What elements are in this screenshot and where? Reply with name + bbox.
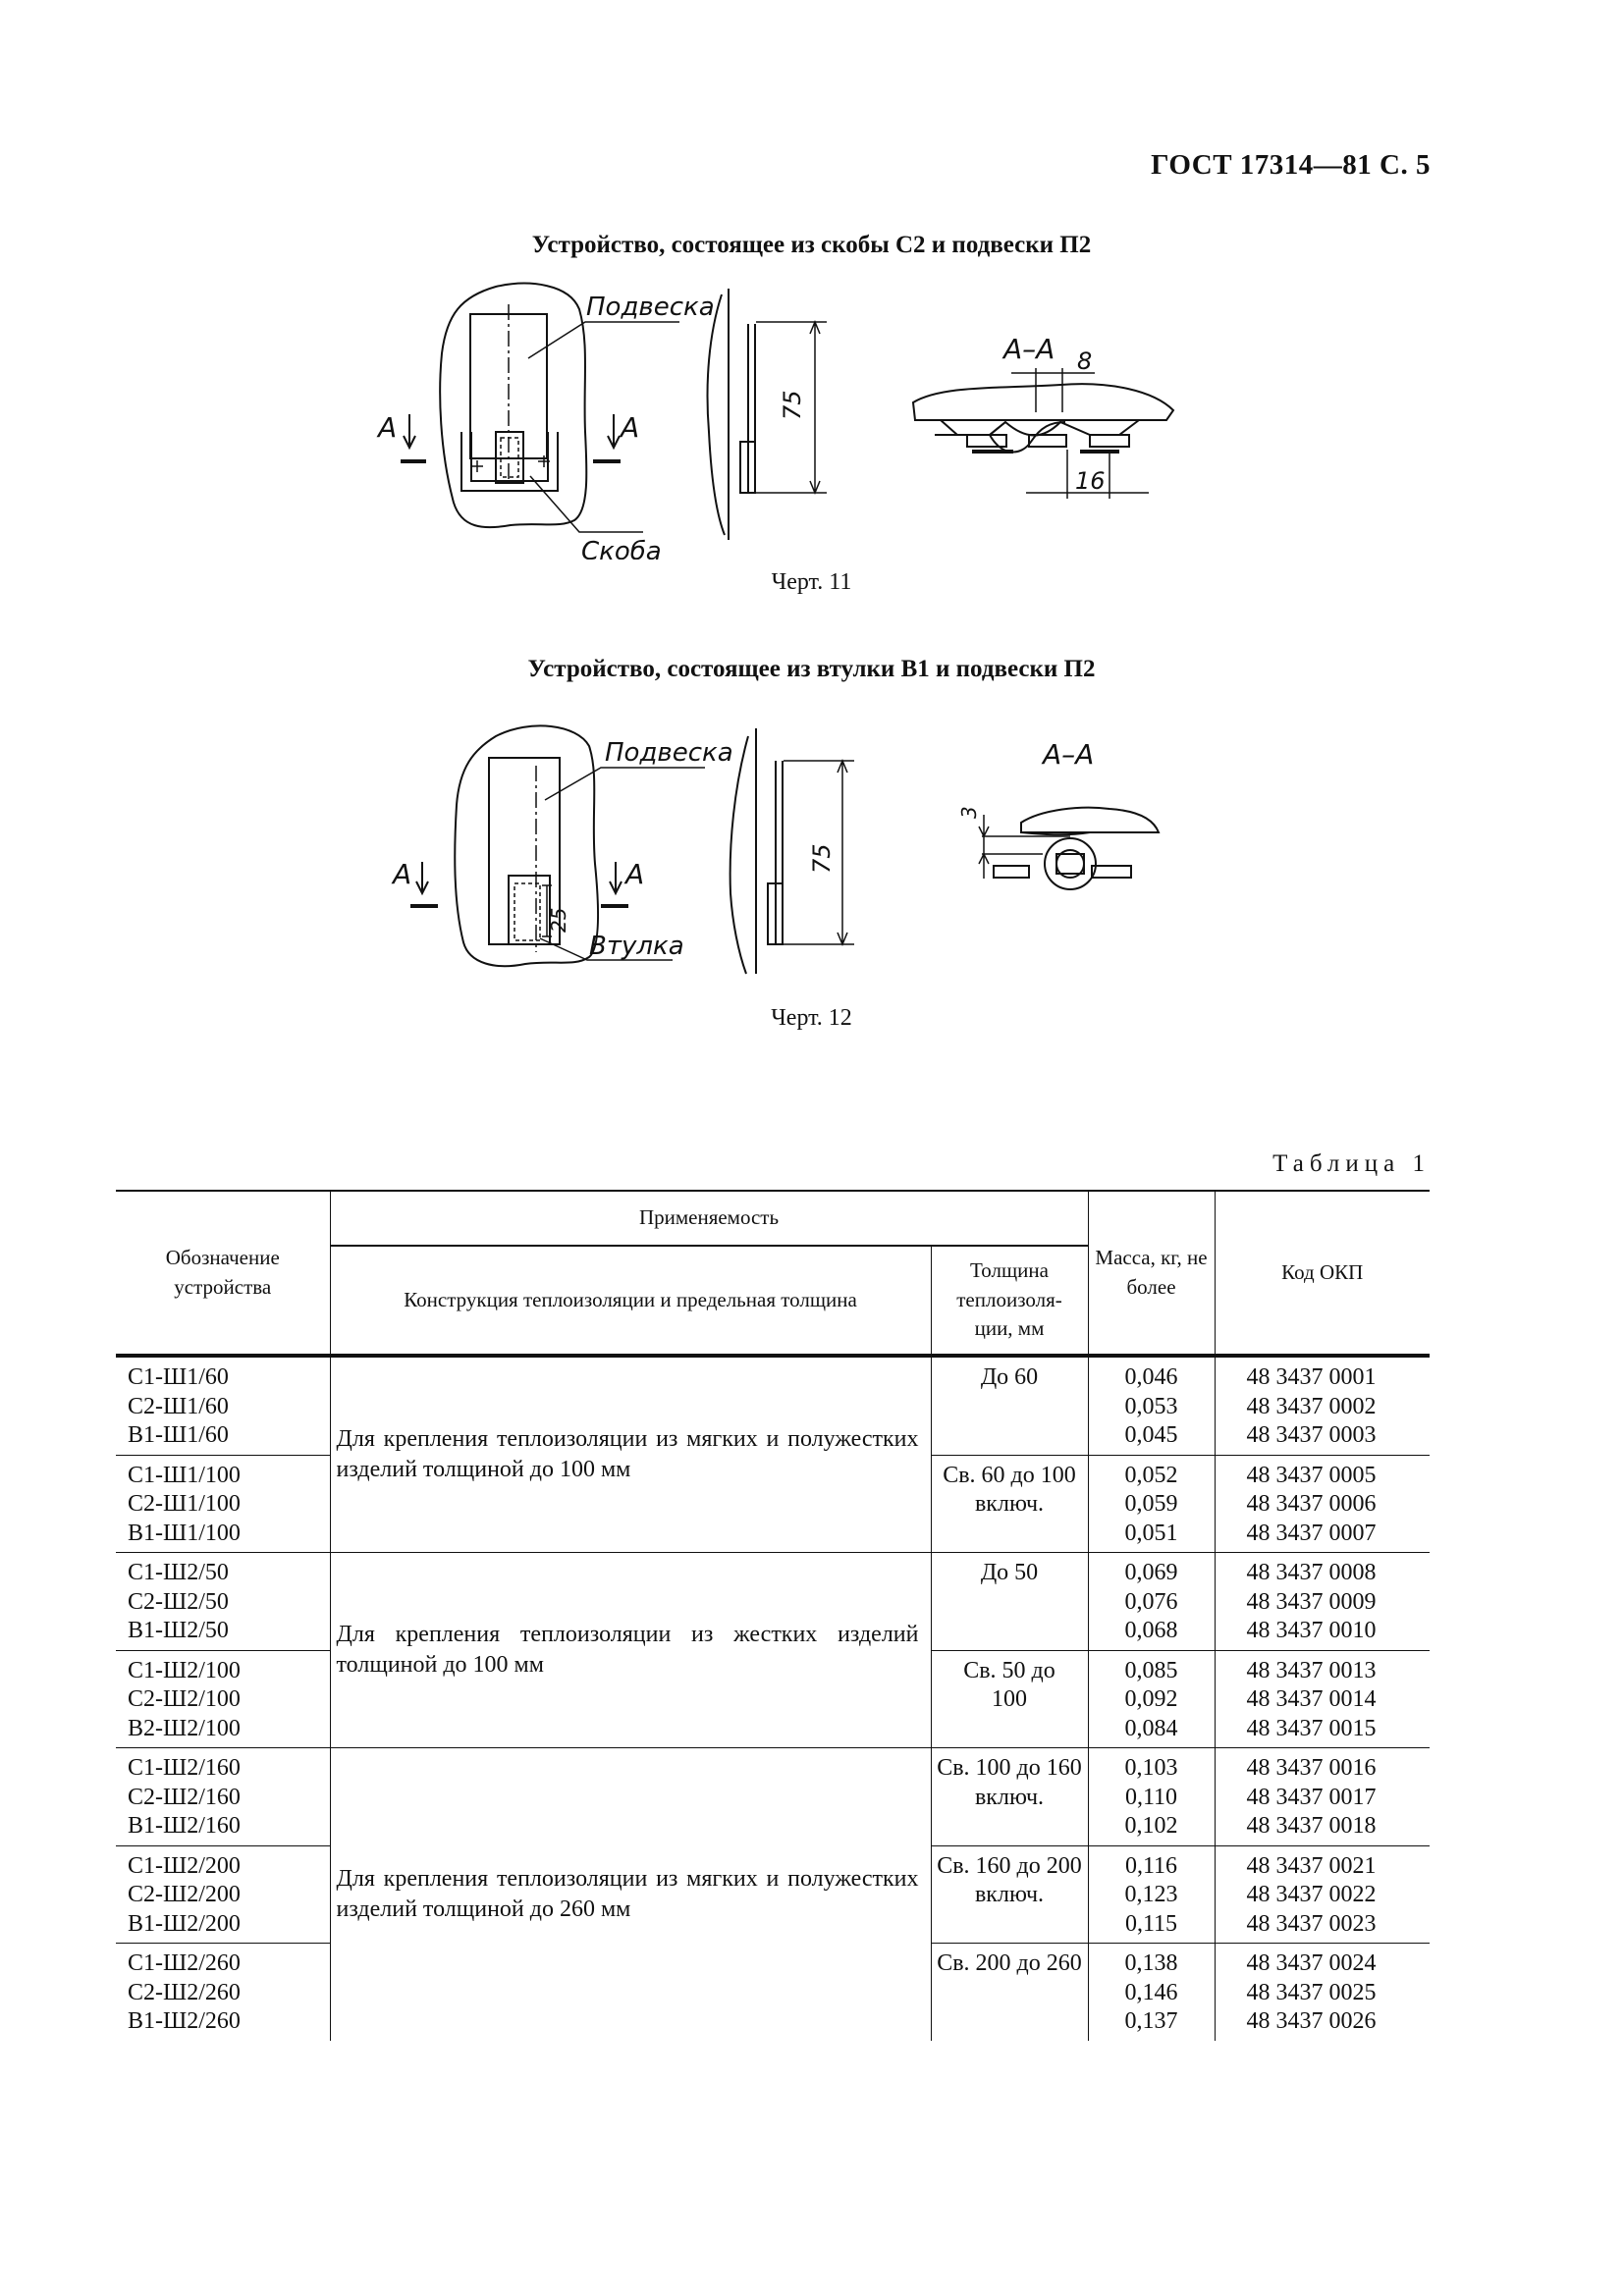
figure-11-drawing (0, 275, 1623, 560)
header-designation: Обозначение устройства (116, 1191, 330, 1356)
figure-12-caption: Черт. 12 (771, 1005, 852, 1031)
label-section: А–А (1003, 333, 1055, 365)
table-row: С1-Ш1/100 С2-Ш1/100 В1-Ш1/100 Св. 60 до 100 включ. 0,052 0,059 0,051 48 3437 0005 48 3437 0006 48 3437 0007 (116, 1455, 1430, 1553)
construction-cell: Для крепления теплоизоляции из мягких и полужестких изделий толщиной до 100 мм (330, 1356, 931, 1553)
label-dim-small: 25 (547, 907, 570, 933)
table-row: С1-Ш2/100 С2-Ш2/100 В2-Ш2/100 Св. 50 до 100 0,085 0,092 0,084 48 3437 0013 48 3437 0014 48 3437 0015 (116, 1650, 1430, 1748)
label-dim-gap: 3 (957, 806, 981, 819)
construction-cell: Для крепления теплоизоляции из жестких изделий толщиной до 100 мм (330, 1553, 931, 1748)
label-vtulka: Втулка (589, 932, 684, 961)
table-row: С1-Ш2/260 С2-Ш2/260 В1-Ш2/260 Св. 200 до 260 0,138 0,146 0,137 48 3437 0024 48 3437 0025 48 3437 0026 (116, 1944, 1430, 2041)
label-skoba: Скоба (581, 537, 662, 560)
label-dim-b: 16 (1075, 467, 1106, 495)
label-dim-height-2: 75 (808, 843, 836, 874)
header-applicability: Применяемость (330, 1191, 1088, 1246)
table-row: С1-Ш2/200 С2-Ш2/200 В1-Ш2/200 Св. 160 до 200 включ. 0,116 0,123 0,115 48 3437 0021 48 3437 0022 48 3437 0023 (116, 1845, 1430, 1944)
figure-11-caption: Черт. 11 (771, 569, 852, 595)
label-podveska: Подвеска (586, 293, 715, 322)
label-dim-height: 75 (779, 390, 806, 420)
label-podveska-2: Подвеска (605, 738, 733, 768)
label-section-right: А (621, 411, 640, 444)
table-label: Таблица 1 (1272, 1150, 1431, 1177)
figure-12-drawing (0, 707, 1623, 991)
label-section-left: А (378, 411, 398, 444)
header-thickness: Толщина теплоизоля-ции, мм (931, 1246, 1088, 1356)
label-section-left-2: А (393, 858, 412, 890)
label-section-2: А–А (1043, 738, 1095, 771)
figure-11-title: Устройство, состоящее из скобы С2 и подвески П2 (531, 232, 1092, 258)
page-header: ГОСТ 17314—81 С. 5 (1151, 149, 1431, 181)
construction-cell: Для крепления теплоизоляции из мягких и полужестких изделий толщиной до 260 мм (330, 1748, 931, 2041)
table-row: С1-Ш2/50 С2-Ш2/50 В1-Ш2/50 Для крепления теплоизоляции из жестких изделий толщиной до 100 мм До 50 0,069 0,076 0,068 48 3437 0008 48 3437 0009 48 3437 0010 (116, 1553, 1430, 1651)
figure-12-title: Устройство, состоящее из втулки В1 и подвески П2 (527, 656, 1096, 682)
table-row: С1-Ш2/160 С2-Ш2/160 В1-Ш2/160 Для крепления теплоизоляции из мягких и полужестких изделий толщиной до 260 мм Св. 100 до 160 включ. 0,103 0,110 0,102 48 3437 0016 48 3437 0017 48 3437 0018 (116, 1748, 1430, 1846)
table-row: С1-Ш1/60 С2-Ш1/60 В1-Ш1/60 Для крепления теплоизоляции из мягких и полужестких изделий толщиной до 100 мм До 60 0,046 0,053 0,045 48 3437 0001 48 3437 0002 48 3437 0003 (116, 1356, 1430, 1455)
label-section-right-2: А (625, 858, 645, 890)
header-okp: Код ОКП (1215, 1191, 1430, 1356)
header-mass: Масса, кг, не более (1088, 1191, 1215, 1356)
header-construction: Конструкция теплоизоляции и предельная толщина (330, 1246, 931, 1356)
label-dim-a: 8 (1077, 347, 1093, 375)
spec-table (116, 1190, 1430, 2041)
